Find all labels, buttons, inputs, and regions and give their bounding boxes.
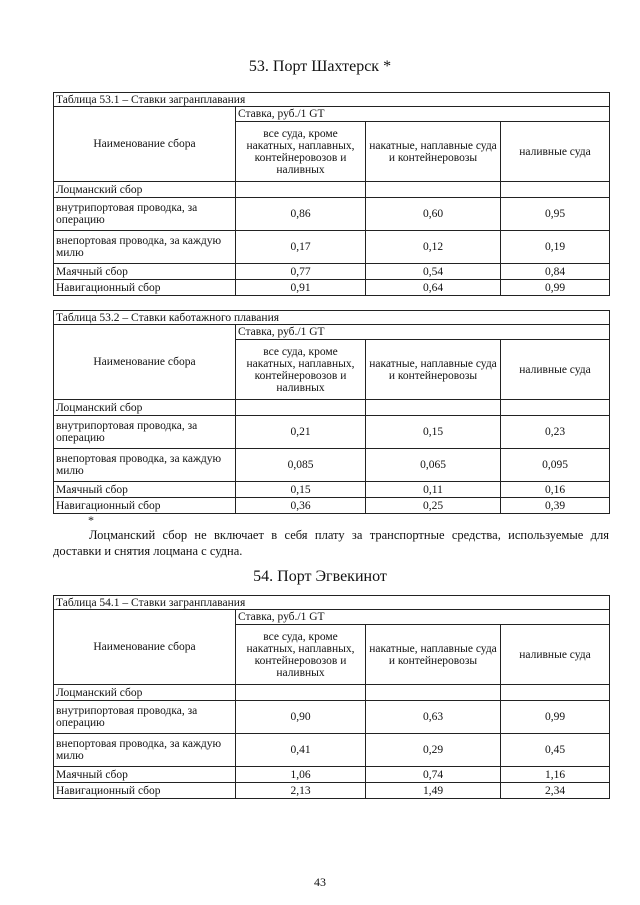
page-number: 43 (314, 875, 326, 889)
cell-value: 0,25 (366, 498, 501, 514)
row-label: внутрипортовая проводка, за операцию (54, 198, 236, 231)
cell-value: 0,99 (501, 280, 610, 296)
cell-value: 0,085 (236, 449, 366, 482)
column-header-tankers: наливные суда (501, 340, 610, 400)
column-header-general-vessels: все суда, кроме накатных, наплавных, контейнеровозов и наливных (236, 340, 366, 400)
cell-value: 0,11 (366, 482, 501, 498)
cell-value: 0,065 (366, 449, 501, 482)
table-row (54, 416, 610, 449)
row-group-label: Лоцманский сбор (54, 182, 236, 198)
cell-value: 0,21 (236, 416, 366, 449)
table-54-1 (53, 595, 610, 799)
cell-value: 0,77 (236, 264, 366, 280)
column-header-rate: Ставка, руб./1 GT (236, 610, 610, 625)
row-label: Навигационный сбор (54, 498, 236, 514)
column-header-tankers: наливные суда (501, 122, 610, 182)
column-header-fee-name: Наименование сбора (54, 107, 236, 182)
cell-value: 0,60 (366, 198, 501, 231)
cell-value: 1,16 (501, 767, 610, 783)
footnote-text: Лоцманский сбор не включает в себя плату за транспортные средства, используемые для доставки и снятия лоцмана с судна. (53, 528, 609, 558)
cell-value: 0,90 (236, 701, 366, 734)
column-header-roro-vessels: накатные, наплавные суда и контейнеровозы (366, 122, 501, 182)
row-label: Маячный сбор (54, 767, 236, 783)
row-label: внутрипортовая проводка, за операцию (54, 701, 236, 734)
table-row (54, 264, 610, 280)
table-row (54, 685, 610, 701)
cell-value: 0,36 (236, 498, 366, 514)
table-row (54, 280, 610, 296)
table-row (54, 198, 610, 231)
cell-value: 0,54 (366, 264, 501, 280)
cell-value: 1,06 (236, 767, 366, 783)
column-header-fee-name: Наименование сбора (54, 325, 236, 400)
cell-value: 0,84 (501, 264, 610, 280)
column-header-general-vessels: все суда, кроме накатных, наплавных, контейнеровозов и наливных (236, 625, 366, 685)
table-row (54, 734, 610, 767)
cell-value: 2,34 (501, 783, 610, 799)
cell-value: 0,95 (501, 198, 610, 231)
table-row (54, 182, 610, 198)
column-header-tankers: наливные суда (501, 625, 610, 685)
table-row (54, 482, 610, 498)
cell-value: 0,41 (236, 734, 366, 767)
column-header-rate: Ставка, руб./1 GT (236, 107, 610, 122)
cell-value: 0,39 (501, 498, 610, 514)
row-group-label: Лоцманский сбор (54, 685, 236, 701)
table-caption: Таблица 53.2 – Ставки каботажного плавания (54, 311, 610, 325)
cell-value: 0,16 (501, 482, 610, 498)
table-row (54, 449, 610, 482)
cell-value: 0,45 (501, 734, 610, 767)
table-row (54, 783, 610, 799)
row-label: Навигационный сбор (54, 783, 236, 799)
table-row (54, 767, 610, 783)
column-header-roro-vessels: накатные, наплавные суда и контейнеровозы (366, 340, 501, 400)
table-caption: Таблица 54.1 – Ставки загранплавания (54, 596, 610, 610)
cell-value: 0,64 (366, 280, 501, 296)
row-label: Маячный сбор (54, 264, 236, 280)
cell-value: 0,19 (501, 231, 610, 264)
cell-value: 0,15 (366, 416, 501, 449)
row-label: внутрипортовая проводка, за операцию (54, 416, 236, 449)
section-54-title: 54. Порт Эгвекинот (253, 568, 387, 585)
cell-value: 0,095 (501, 449, 610, 482)
table-row (54, 400, 610, 416)
table-53-1 (53, 92, 610, 296)
cell-value: 0,99 (501, 701, 610, 734)
cell-value: 0,17 (236, 231, 366, 264)
table-row (54, 701, 610, 734)
cell-value: 0,86 (236, 198, 366, 231)
row-label: внепортовая проводка, за каждую милю (54, 734, 236, 767)
cell-value: 0,74 (366, 767, 501, 783)
cell-value: 2,13 (236, 783, 366, 799)
cell-value: 0,29 (366, 734, 501, 767)
cell-value: 0,23 (501, 416, 610, 449)
row-label: Навигационный сбор (54, 280, 236, 296)
column-header-general-vessels: все суда, кроме накатных, наплавных, контейнеровозов и наливных (236, 122, 366, 182)
cell-value: 0,91 (236, 280, 366, 296)
section-53-title: 53. Порт Шахтерск * (248, 58, 392, 75)
row-group-label: Лоцманский сбор (54, 400, 236, 416)
cell-value: 0,12 (366, 231, 501, 264)
column-header-rate: Ставка, руб./1 GT (236, 325, 610, 340)
column-header-fee-name: Наименование сбора (54, 610, 236, 685)
table-row (54, 231, 610, 264)
footnote-marker: * (88, 513, 94, 527)
row-label: Маячный сбор (54, 482, 236, 498)
row-label: внепортовая проводка, за каждую милю (54, 449, 236, 482)
cell-value: 1,49 (366, 783, 501, 799)
table-row (54, 498, 610, 514)
table-53-2 (53, 310, 610, 514)
row-label: внепортовая проводка, за каждую милю (54, 231, 236, 264)
column-header-roro-vessels: накатные, наплавные суда и контейнеровозы (366, 625, 501, 685)
table-caption: Таблица 53.1 – Ставки загранплавания (54, 93, 610, 107)
cell-value: 0,63 (366, 701, 501, 734)
cell-value: 0,15 (236, 482, 366, 498)
